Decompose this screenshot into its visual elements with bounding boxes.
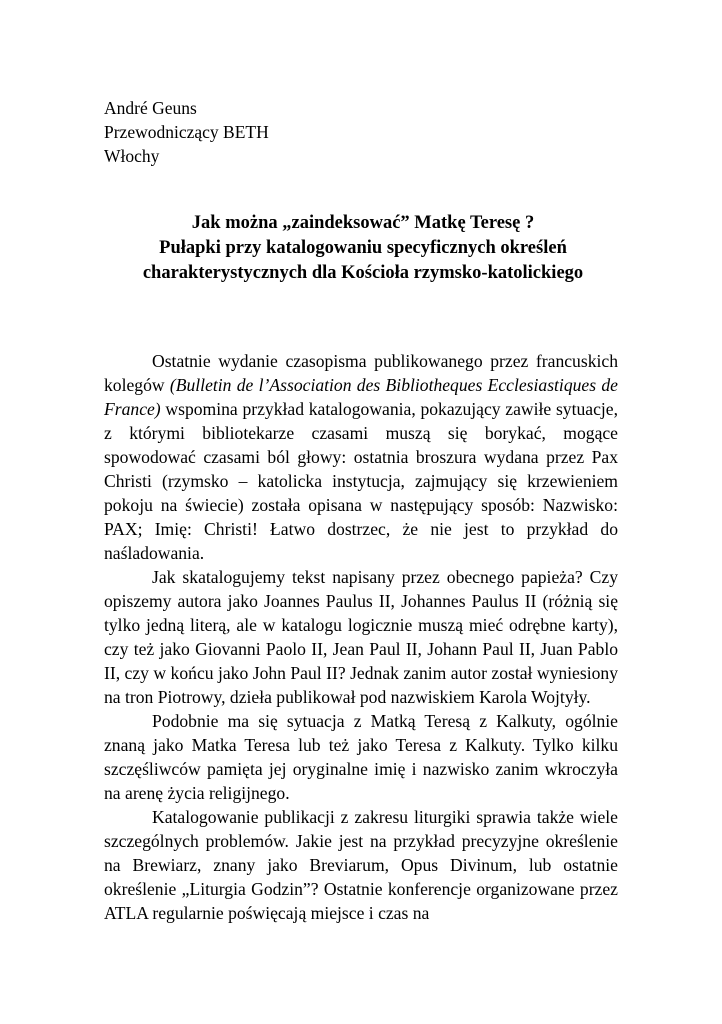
paragraph-2: Jak skatalogujemy tekst napisany przez obecnego papieża? Czy opiszemy autora jako Joannes Paulus II, Johannes Paulus II (różnią się tylko jedną literą, ale w katalogu logicznie muszą mieć odrębne karty), czy też jako Giovanni Paolo II, Jean Paul II, Johann Paul II, Juan Pablo II, czy w końcu jako John Paul II? Jednak zanim autor został wyniesiony na tron Piotrowy, dzieła publikował pod nazwiskiem Karola Wojtyły. xyxy=(104,567,618,707)
paragraph-4: Katalogowanie publikacji z zakresu liturgiki sprawia także wiele szczególnych problemów. Jakie jest na przykład precyzyjne określenie na Brewiarz, znany jako Breviarum, Opus Divinum, lub ostatnie określenie „Liturgia Godzin”? Ostatnie konferencje organizowane przez ATLA regularnie poświęcają miejsce i czas na xyxy=(104,807,618,923)
paragraph-1-start: Ostatnie wydanie czasopisma publikowanego przez francuskich kolegów xyxy=(104,351,618,395)
paragraph-1 xyxy=(104,349,618,565)
bulletin-title: (Bulletin de l’Association des Bibliotheques Ecclesiastiques de France) xyxy=(104,375,618,419)
title-line-1: Jak można „zaindeksować” Matkę Teresę ? xyxy=(191,213,535,233)
document-title xyxy=(98,211,628,286)
author-name: André Geuns xyxy=(104,98,197,118)
paragraph-3: Podobnie ma się sytuacja z Matką Teresą z Kalkuty, ogólnie znaną jako Matka Teresa lub też jako Teresa z Kalkuty. Tylko kilku szczęśliwców pamięta jej oryginalne imię i nazwisko zanim wkroczyła na arenę życia religijnego. xyxy=(104,711,618,803)
title-line-2: Pułapki przy katalogowaniu specyficznych określeń xyxy=(159,238,567,258)
author-role: Przewodniczący BETH xyxy=(104,122,269,142)
title-line-3: charakterystycznych dla Kościoła rzymsko-katolickiego xyxy=(142,263,584,283)
body-text xyxy=(104,349,618,925)
paragraph-1-end: wspomina przykład katalogowania, pokazujący zawiłe sytuacje, z którymi bibliotekarze czasami muszą się borykać, mogące spowodować czasami ból głowy: ostatnia broszura wydana przez Pax Christi (rzymsko – katolicka instytucja, zajmujący się krzewieniem pokoju na świecie) została opisana w następujący sposób: Nazwisko: PAX; Imię: Christi! Łatwo dostrzec, że nie jest to przykład do naśladowania. xyxy=(104,399,618,563)
author-block xyxy=(104,96,269,168)
author-country: Włochy xyxy=(104,146,160,166)
